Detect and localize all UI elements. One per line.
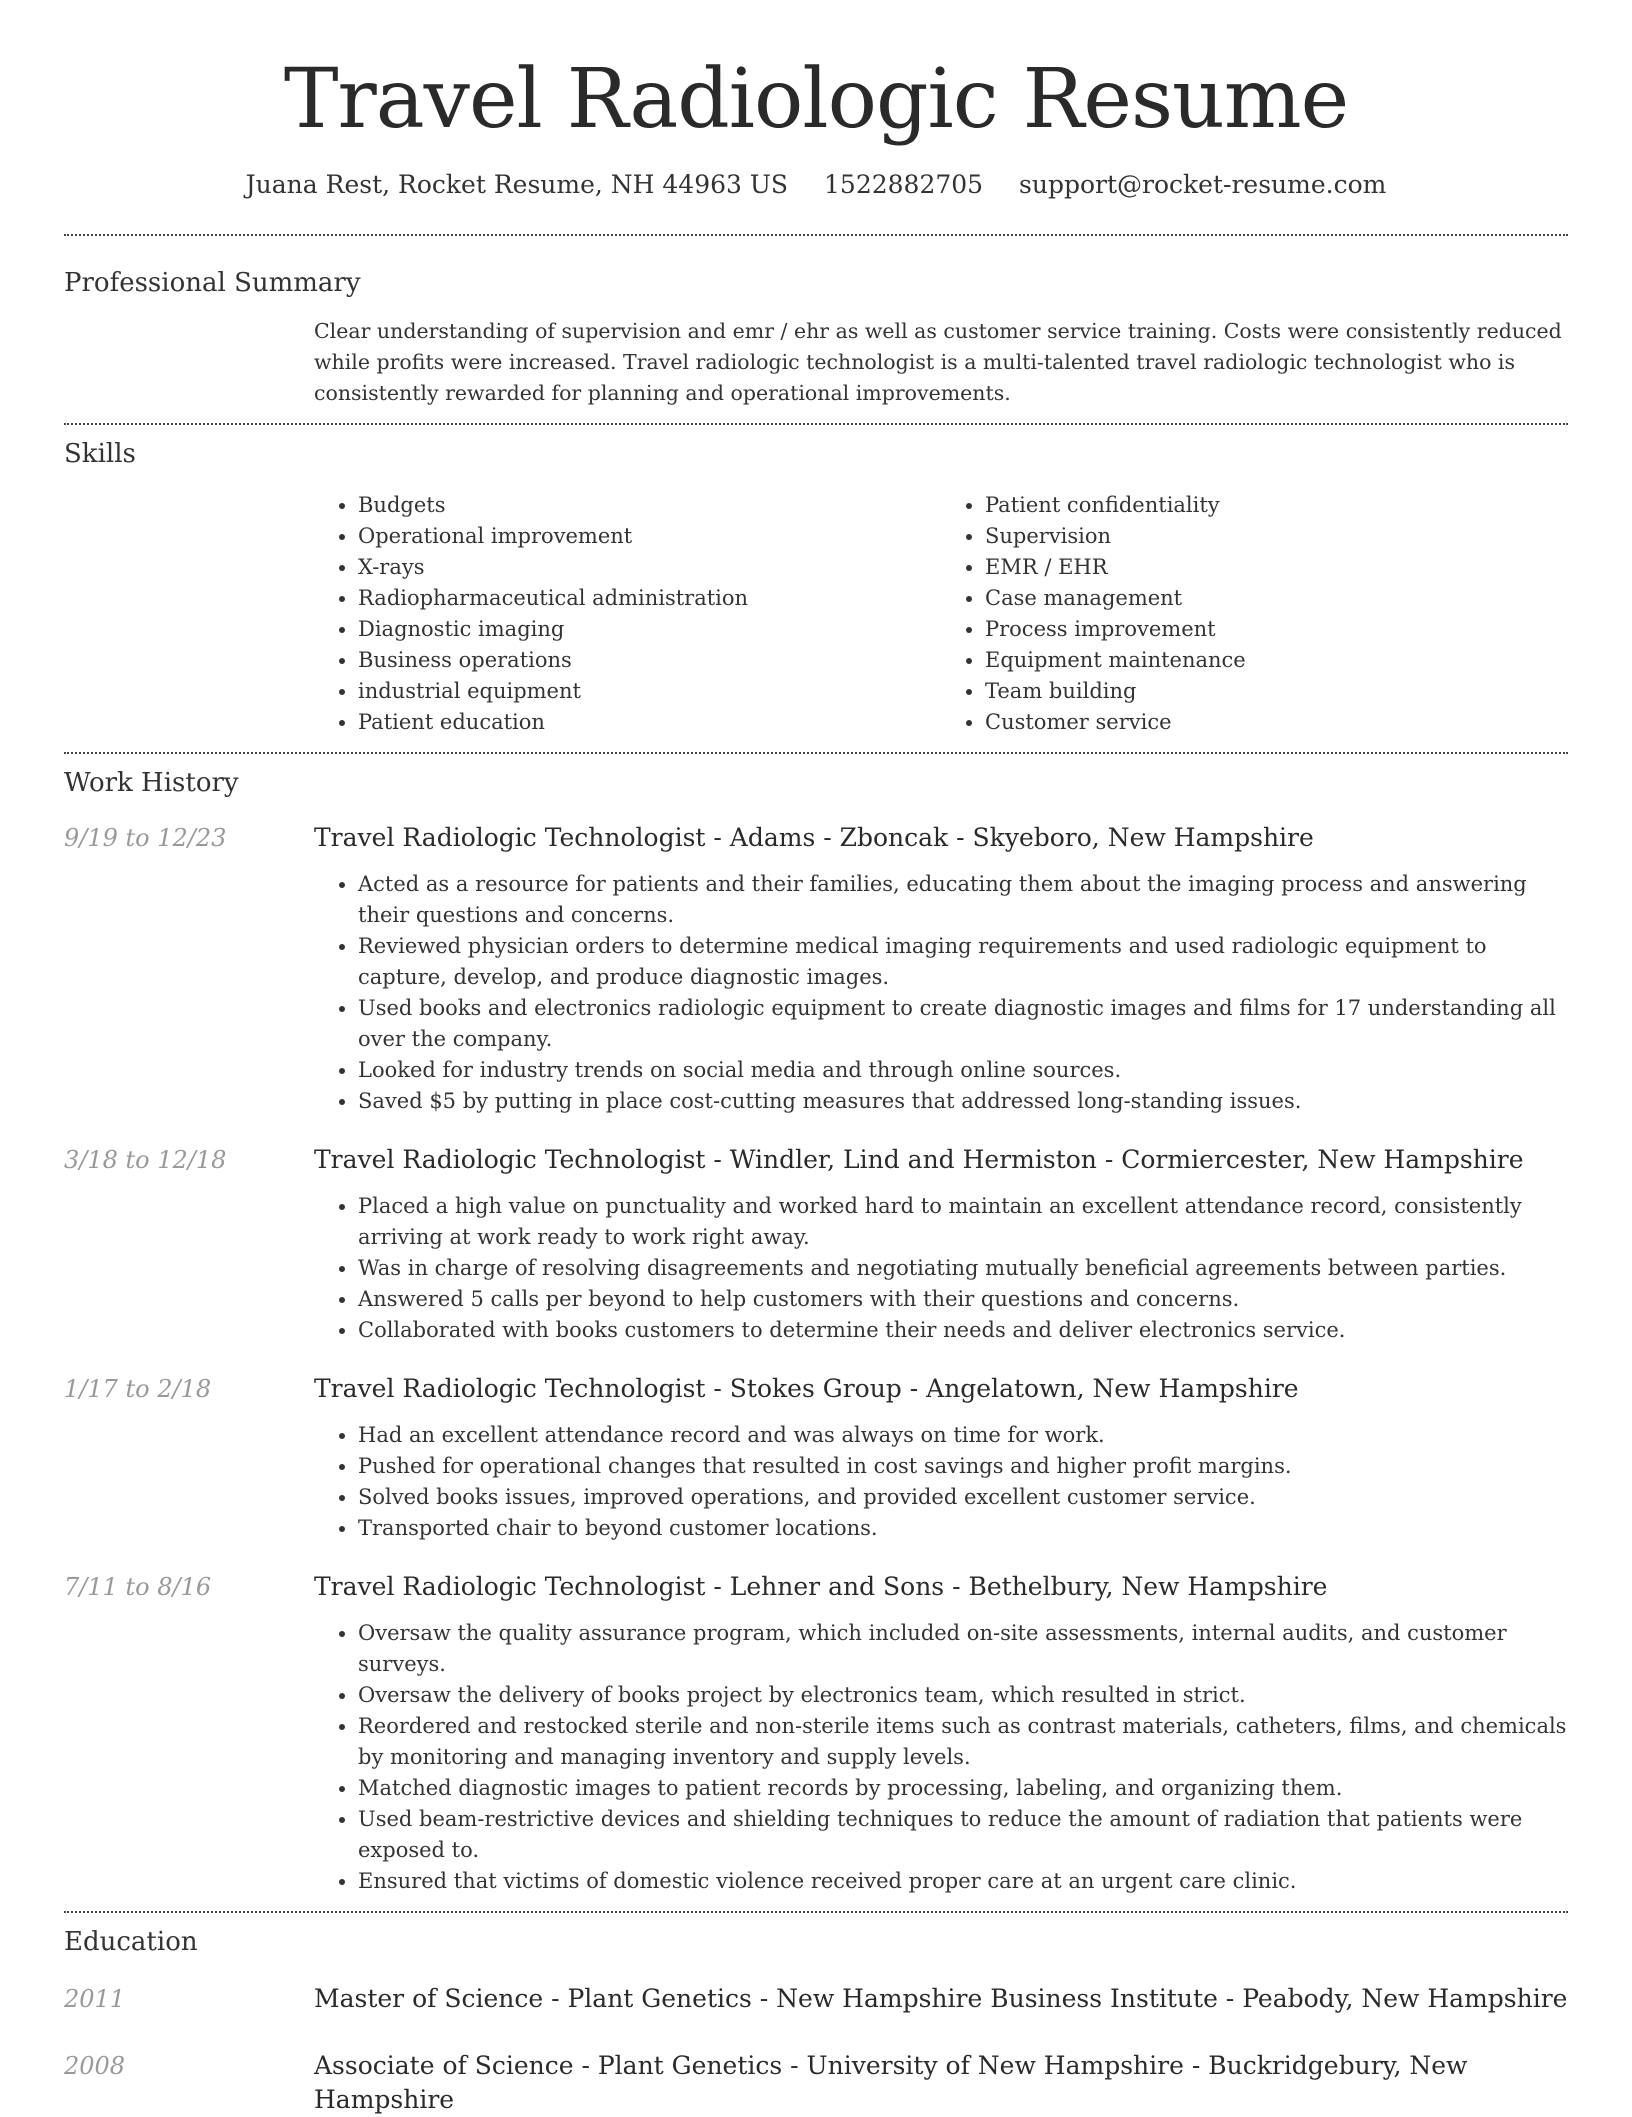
job-dates: 9/19 to 12/23 bbox=[64, 824, 227, 852]
skill-item: • Customer service bbox=[985, 707, 1568, 738]
job-bullet: • Used beam-restrictive devices and shielding techniques to reduce the amount of radiation that patients were exposed to. bbox=[358, 1804, 1568, 1866]
skill-item: • Radiopharmaceutical administration bbox=[358, 583, 941, 614]
education-year: 2011 bbox=[64, 1985, 126, 2013]
job-bullet: • Answered 5 calls per beyond to help customers with their questions and concerns. bbox=[358, 1284, 1568, 1315]
skill-item: • Case management bbox=[985, 583, 1568, 614]
education-year: 2008 bbox=[64, 2052, 126, 2080]
job-dates: 1/17 to 2/18 bbox=[64, 1375, 212, 1403]
job-title: Travel Radiologic Technologist - Stokes Group - Angelatown, New Hampshire bbox=[314, 1374, 1299, 1403]
education-section bbox=[64, 1925, 1568, 2117]
job-entry bbox=[64, 1570, 1568, 1911]
skill-item: • Patient education bbox=[358, 707, 941, 738]
skill-item: • Budgets bbox=[358, 490, 941, 521]
job-bullet: • Transported chair to beyond customer locations. bbox=[358, 1513, 1568, 1544]
education-title: Master of Science - Plant Genetics - New Hampshire Business Institute - Peabody, New Hampshire bbox=[314, 1984, 1568, 2013]
job-bullets bbox=[314, 1191, 1568, 1346]
job-bullet: • Placed a high value on punctuality and worked hard to maintain an excellent attendance record, consistently arriving at work ready to work right away. bbox=[358, 1191, 1568, 1253]
skill-item: • Process improvement bbox=[985, 614, 1568, 645]
job-title: Travel Radiologic Technologist - Adams - Zboncak - Skyeboro, New Hampshire bbox=[314, 823, 1314, 852]
section-divider bbox=[64, 423, 1568, 425]
contact-address: Juana Rest, Rocket Resume, NH 44963 US bbox=[245, 170, 789, 199]
job-bullets bbox=[314, 1618, 1568, 1897]
job-bullet: • Acted as a resource for patients and their families, educating them about the imaging process and answering their questions and concerns. bbox=[358, 869, 1568, 931]
skill-item: • Team building bbox=[985, 676, 1568, 707]
job-bullet: • Saved $5 by putting in place cost-cutting measures that addressed long-standing issues. bbox=[358, 1086, 1568, 1117]
job-dates: 7/11 to 8/16 bbox=[64, 1573, 212, 1601]
job-entry bbox=[64, 821, 1568, 1117]
section-divider bbox=[64, 752, 1568, 754]
job-bullet: • Oversaw the quality assurance program, which included on-site assessments, internal audits, and customer surveys. bbox=[358, 1618, 1568, 1680]
job-bullets bbox=[314, 869, 1568, 1117]
job-bullets bbox=[314, 1420, 1568, 1544]
skills-heading: Skills bbox=[64, 439, 136, 469]
education-entry bbox=[64, 1982, 1568, 2016]
contact-line bbox=[64, 168, 1568, 202]
job-bullet: • Looked for industry trends on social media and through online sources. bbox=[358, 1055, 1568, 1086]
skill-item: • Diagnostic imaging bbox=[358, 614, 941, 645]
job-bullet: • Solved books issues, improved operations, and provided excellent customer service. bbox=[358, 1482, 1568, 1513]
job-bullet: • Reordered and restocked sterile and non-sterile items such as contrast materials, catheters, films, and chemicals by monitoring and managing inventory and supply levels. bbox=[358, 1711, 1568, 1773]
job-bullet: • Matched diagnostic images to patient records by processing, labeling, and organizing them. bbox=[358, 1773, 1568, 1804]
job-dates: 3/18 to 12/18 bbox=[64, 1146, 227, 1174]
summary-section bbox=[64, 266, 1568, 409]
job-bullet: • Was in charge of resolving disagreements and negotiating mutually beneficial agreements between parties. bbox=[358, 1253, 1568, 1284]
contact-email: support@rocket-resume.com bbox=[1019, 170, 1387, 199]
skills-list-right bbox=[941, 490, 1568, 738]
job-title: Travel Radiologic Technologist - Windler, Lind and Hermiston - Cormiercester, New Hampshire bbox=[314, 1145, 1524, 1174]
job-title: Travel Radiologic Technologist - Lehner and Sons - Bethelbury, New Hampshire bbox=[314, 1572, 1328, 1601]
skills-section bbox=[64, 437, 1568, 738]
resume-page bbox=[64, 0, 1568, 2117]
contact-phone: 1522882705 bbox=[824, 170, 984, 199]
job-bullet: • Used books and electronics radiologic equipment to create diagnostic images and films for 17 understanding all over the company. bbox=[358, 993, 1568, 1055]
education-title: Associate of Science - Plant Genetics - University of New Hampshire - Buckridgebury, New Hampshire bbox=[314, 2051, 1468, 2114]
education-heading: Education bbox=[64, 1927, 198, 1957]
job-entry bbox=[64, 1372, 1568, 1544]
skill-item: • Patient confidentiality bbox=[985, 490, 1568, 521]
job-bullet: • Reviewed physician orders to determine medical imaging requirements and used radiologic equipment to capture, develop, and produce diagnostic images. bbox=[358, 931, 1568, 993]
section-divider bbox=[64, 234, 1568, 236]
job-bullet: • Had an excellent attendance record and was always on time for work. bbox=[358, 1420, 1568, 1451]
skill-item: • Business operations bbox=[358, 645, 941, 676]
job-bullet: • Ensured that victims of domestic violence received proper care at an urgent care clinic. bbox=[358, 1866, 1568, 1897]
skill-item: • Operational improvement bbox=[358, 521, 941, 552]
job-bullet: • Pushed for operational changes that resulted in cost savings and higher profit margins. bbox=[358, 1451, 1568, 1482]
skill-item: • X-rays bbox=[358, 552, 941, 583]
section-divider bbox=[64, 1911, 1568, 1913]
job-entry bbox=[64, 1143, 1568, 1346]
education-entry bbox=[64, 2049, 1568, 2117]
resume-title: Travel Radiologic Resume bbox=[283, 52, 1349, 147]
job-bullet: • Oversaw the delivery of books project by electronics team, which resulted in strict. bbox=[358, 1680, 1568, 1711]
skills-list-left bbox=[314, 490, 941, 738]
skill-item: • EMR / EHR bbox=[985, 552, 1568, 583]
skill-item: • Equipment maintenance bbox=[985, 645, 1568, 676]
work-section bbox=[64, 766, 1568, 1911]
skill-item: • industrial equipment bbox=[358, 676, 941, 707]
work-heading: Work History bbox=[64, 768, 239, 798]
skill-item: • Supervision bbox=[985, 521, 1568, 552]
job-bullet: • Collaborated with books customers to determine their needs and deliver electronics service. bbox=[358, 1315, 1568, 1346]
summary-text: Clear understanding of supervision and emr / ehr as well as customer service training. Costs were consistently reduced while profits were increased. Travel radiologic technologist is a multi-talented travel radiologic technologist who is consistently rewarded for planning and operational improvements. bbox=[314, 319, 1562, 405]
summary-heading: Professional Summary bbox=[64, 268, 361, 298]
